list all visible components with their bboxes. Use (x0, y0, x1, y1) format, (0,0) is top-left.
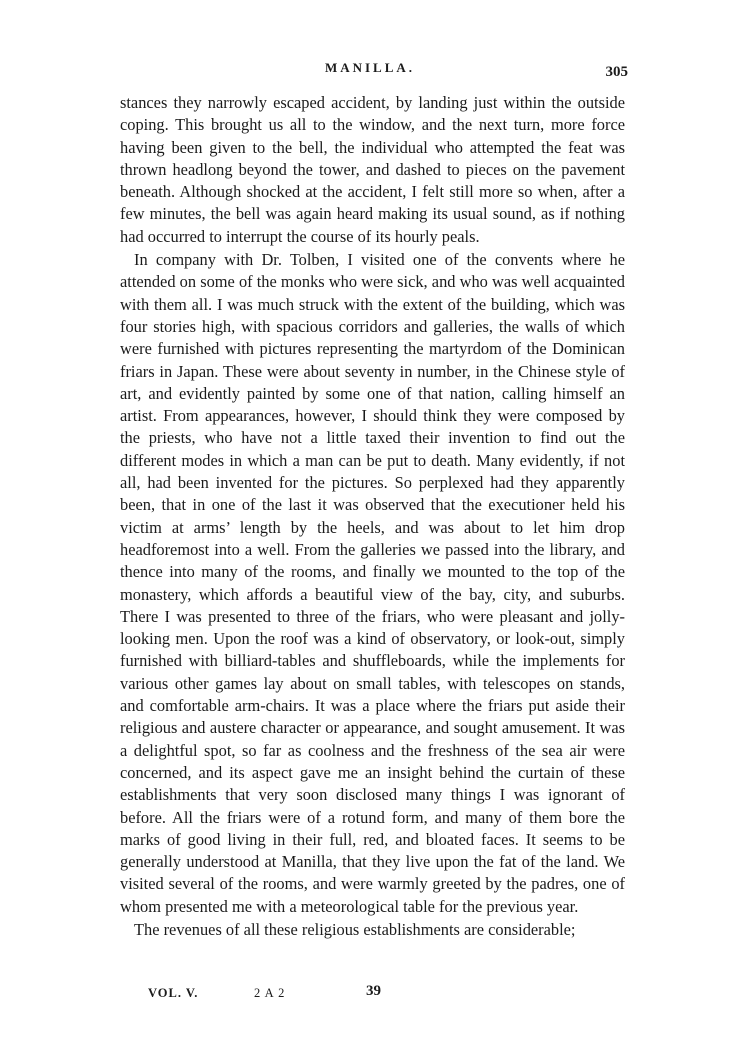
paragraph-continuation: stances they narrowly escaped accident, by landing just within the outside coping. This brought us all to the window, and the next turn, more force having been given to the bell, the individual who attempted the feat was thrown headlong beyond the tower, and dashed to pieces on the pavement beneath. Although shocked at the accident, I felt still more so when, after a few minutes, the bell was again heard making its usual sound, as if nothing had occurred to interrupt the course of its hourly peals. (120, 93, 625, 246)
running-title: MANILLA. (324, 60, 416, 75)
paragraph-revenues: The revenues of all these religious establishments are considerable; (134, 919, 576, 939)
volume-label: VOL. V. (148, 986, 199, 1000)
body-text (120, 92, 625, 941)
sheet-number: 39 (366, 983, 381, 999)
page-number: 305 (605, 64, 628, 80)
printer-signature: 2 A 2 (254, 986, 286, 1000)
page-footer (0, 983, 750, 1006)
running-head (0, 60, 750, 84)
paragraph-convent-visit: In company with Dr. Tolben, I visited one of the convents where he attended on some of the monks who were sick, and who was well acquainted with them all. I was much struck with the extent of the building, which was four stories high, with spacious corridors and galleries, the walls of which were furnished with pictures representing the martyrdom of the Dominican friars in Japan. These were about seventy in number, in the Chinese style of art, and evidently painted by some one of that nation, calling himself an artist. From appearances, however, I should think they were composed by the priests, who have not a little taxed their invention to find out the different modes in which a man can be put to death. Many evidently, if not all, had been invented for the pictures. So perplexed had they apparently been, that in one of the last it was observed that the executioner held his victim at arms’ length by the heels, and was about to let him drop headforemost into a well. From the galleries we passed into the library, and thence into many of the rooms, and finally we mounted to the top of the monastery, which affords a beautiful view of the bay, city, and suburbs. There I was presented to three of the friars, who were pleasant and jolly-looking men. Upon the roof was a kind of observatory, or look-out, simply furnished with billiard-tables and shuffleboards, while the implements for various other games lay about on small tables, with telescopes on stands, and comfortable arm-chairs. It was a place where the friars put aside their religious and austere character or appearance, and sought amusement. It was a delightful spot, so far as coolness and the freshness of the sea air were concerned, and its aspect gave me an insight behind the curtain of these establishments that very soon disclosed many things I was ignorant of before. All the friars were of a rotund form, and many of them bore the marks of good living in their full, red, and bloated faces. It seems to be generally understood at Manilla, that they live upon the fat of the land. We visited several of the rooms, and were warmly greeted by the padres, one of whom presented me with a meteorological table for the previous year. (120, 250, 625, 916)
